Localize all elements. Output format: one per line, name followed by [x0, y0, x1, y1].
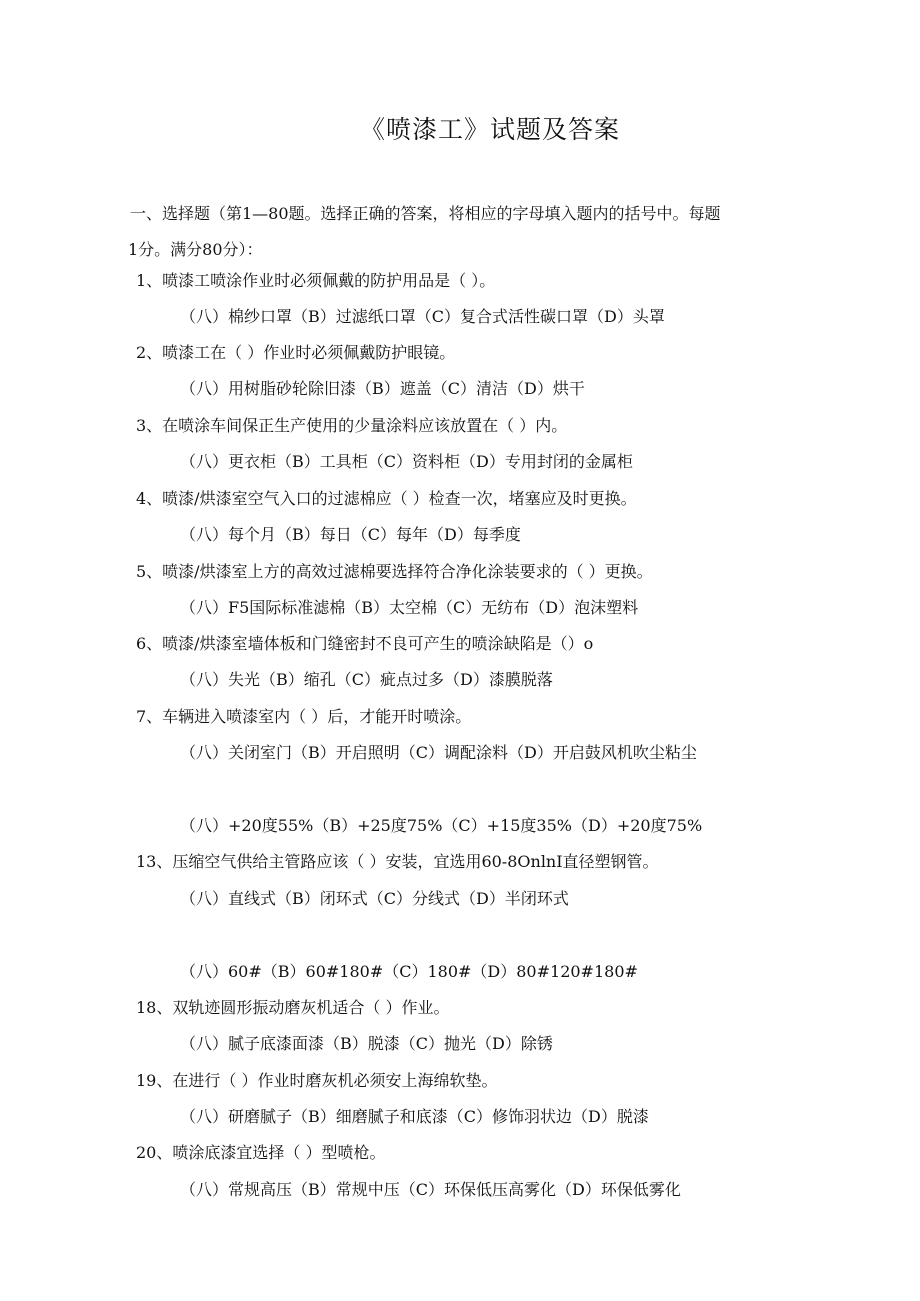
question-5: 5、喷漆/烘漆室上方的高效过滤棉要选择符合净化涂装要求的（ ）更换。: [136, 562, 653, 581]
question-13: 13、压缩空气供给主管路应该（ ）安装，宜选用60-8OnlnI直径塑钢管。: [136, 852, 659, 871]
options-grit: （八）60#（B）60#180#（C）180#（D）80#120#180#: [180, 962, 638, 981]
options-7: （八）关闭室门（B）开启照明（C）调配涂料（D）开启鼓风机吹尘粘尘: [180, 743, 697, 762]
options-19: （八）研磨腻子（B）细磨腻子和底漆（C）修饰羽状边（D）脱漆: [180, 1107, 649, 1126]
intro-line-2: 1分。满分80分）：: [128, 240, 263, 259]
intro-line-1: 一、选择题（第1—80题。选择正确的答案，将相应的字母填入题内的括号中。每题: [130, 204, 721, 223]
options-1: （八）棉纱口罩（B）过滤纸口罩（C）复合式活性碳口罩（D）头罩: [180, 307, 665, 326]
section-intro: [130, 196, 820, 268]
question-19: 19、在进行（ ）作业时磨灰机必须安上海绵软垫。: [136, 1071, 498, 1090]
options-5: （八）F5国际标准滤棉（B）太空棉（C）无纺布（D）泡沫塑料: [180, 598, 639, 617]
question-6: 6、喷漆/烘漆室墙体板和门缝密封不良可产生的喷涂缺陷是（）o: [136, 634, 594, 653]
options-6: （八）失光（B）缩孔（C）疵点过多（D）漆膜脱落: [180, 670, 553, 689]
question-7: 7、车辆进入喷漆室内（ ）后，才能开时喷涂。: [136, 707, 472, 726]
options-18: （八）腻子底漆面漆（B）脱漆（C）抛光（D）除锈: [180, 1034, 553, 1053]
question-4: 4、喷漆/烘漆室空气入口的过滤棉应（ ）检查一次，堵塞应及时更换。: [136, 489, 637, 508]
document-title: 《喷漆工》试题及答案: [359, 115, 620, 144]
options-temperature: （八）+20度55%（B）+25度75%（C）+15度35%（D）+20度75%: [180, 816, 703, 835]
options-13: （八）直线式（B）闭环式（C）分线式（D）半闭环式: [180, 889, 569, 908]
question-18: 18、双轨迹圆形振动磨灰机适合（ ）作业。: [136, 998, 450, 1017]
question-3: 3、在喷涂车间保正生产使用的少量涂料应该放置在（ ）内。: [136, 416, 568, 435]
options-4: （八）每个月（B）每日（C）每年（D）每季度: [180, 525, 521, 544]
question-20: 20、喷涂底漆宜选择（ ）型喷枪。: [136, 1143, 386, 1162]
question-1: 1、喷漆工喷涂作业时必须佩戴的防护用品是（ ）。: [136, 271, 496, 290]
options-3: （八）更衣柜（B）工具柜（C）资料柜（D）专用封闭的金属柜: [180, 452, 633, 471]
question-2: 2、喷漆工在（ ）作业时必须佩戴防护眼镜。: [136, 343, 456, 362]
options-2: （八）用树脂砂轮除旧漆（B）遮盖（C）清洁（D）烘干: [180, 379, 585, 398]
options-20: （八）常规高压（B）常规中压（C）环保低压高雾化（D）环保低雾化: [180, 1180, 681, 1199]
